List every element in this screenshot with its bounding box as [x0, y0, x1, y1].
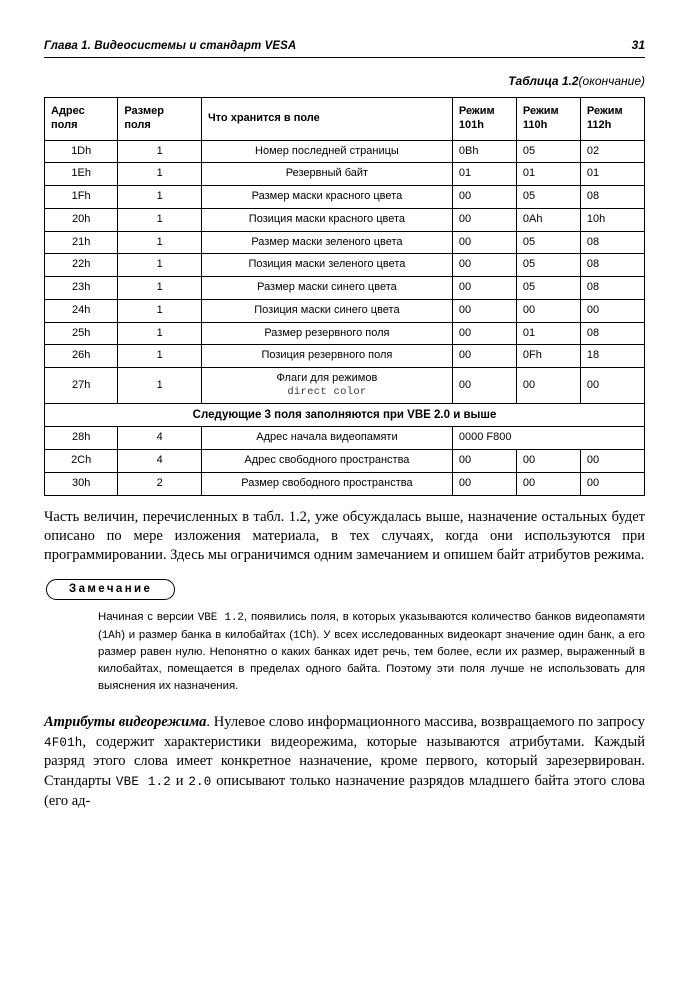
- cell-mode-112h: 00: [580, 472, 644, 495]
- cell-mode-112h: 08: [580, 277, 644, 300]
- cell-mode-110h: 05: [516, 277, 580, 300]
- cell-size: 1: [118, 322, 202, 345]
- cell-mode-110h: 05: [516, 140, 580, 163]
- inline-code: 1Ah: [101, 629, 122, 642]
- cell-mode-101h: 01: [452, 163, 516, 186]
- cell-size: 4: [118, 450, 202, 473]
- cell-size: 1: [118, 254, 202, 277]
- inline-code: 1Ch: [293, 629, 313, 642]
- cell-size: 1: [118, 208, 202, 231]
- cell-mode-101h: 00: [452, 254, 516, 277]
- cell-mode-112h: 10h: [580, 208, 644, 231]
- cell-description: Размер свободного пространства: [201, 472, 452, 495]
- col-header-mode-112h: Режим 112h: [580, 98, 644, 141]
- cell-address: 25h: [45, 322, 118, 345]
- table-row: [45, 140, 645, 163]
- cell-description: Размер маски синего цвета: [201, 277, 452, 300]
- inline-text: ). У всех исследованных видеокарт значение один банк, а его размер равен нулю. Непонятно о каких банках идет речь, тем более, если их размер, выраженный в килобайтах, помещается в пределах одного байта. Поэтому эти поля лучше не использовать для выяснения их назначения.: [98, 628, 646, 692]
- cell-address: 23h: [45, 277, 118, 300]
- cell-address: 30h: [45, 472, 118, 495]
- paragraph-after-table: Часть величин, перечисленных в табл. 1.2, уже обсуждалась выше, назначение остальных будет описано по мере изложения материала, в тех случаях, когда они используются при программировании. Здесь мы ограничимся одним замечанием и опишем байт атрибутов режима.: [44, 508, 645, 564]
- cell-description: Позиция маски красного цвета: [201, 208, 452, 231]
- cell-mode-110h: 00: [516, 368, 580, 404]
- table-header-row: [45, 98, 645, 141]
- cell-mode-110h: 05: [516, 231, 580, 254]
- inline-text: . Нулевое слово информационного массива, возвращаемого по запросу: [206, 714, 645, 731]
- cell-mode-101h: 00: [452, 450, 516, 473]
- page-number: 31: [631, 38, 645, 52]
- cell-size: 1: [118, 345, 202, 368]
- cell-mode-101h: 00: [452, 299, 516, 322]
- inline-code: VBE 1.2: [115, 775, 171, 790]
- cell-address: 1Eh: [45, 163, 118, 186]
- table-row: [45, 299, 645, 322]
- table-section-note-row: [45, 403, 645, 426]
- cell-mode-101h: 00: [452, 231, 516, 254]
- cell-description: Номер последней страницы: [201, 140, 452, 163]
- cell-size: 1: [118, 186, 202, 209]
- inline-text: описывают только назначение разрядов младшего байта этого слова (его ад-: [44, 773, 645, 809]
- cell-size: 1: [118, 140, 202, 163]
- cell-mode-112h: 00: [580, 299, 644, 322]
- table-row: [45, 186, 645, 209]
- table-caption-suffix: (окончание): [578, 74, 645, 88]
- cell-size: 1: [118, 368, 202, 404]
- cell-mode-110h: 00: [516, 450, 580, 473]
- inline-text: , содержит характеристики видеорежима, которые называются атрибутами. Каждый разряд этого слова имеет конкретное назначение, кроме первого, который зарезервирован. Стандарты: [44, 733, 645, 790]
- table-row: [45, 163, 645, 186]
- cell-mode-101h: 00: [452, 345, 516, 368]
- note-block: [44, 579, 645, 695]
- cell-mode-112h: 08: [580, 186, 644, 209]
- col-header-description: Что хранится в поле: [201, 98, 452, 141]
- cell-mode-112h: 00: [580, 450, 644, 473]
- table-row: [45, 254, 645, 277]
- cell-size: 1: [118, 231, 202, 254]
- cell-mode-112h: 01: [580, 163, 644, 186]
- table-row: [45, 472, 645, 495]
- cell-mode-110h: 0Fh: [516, 345, 580, 368]
- inline-code: 2.0: [188, 775, 212, 790]
- cell-mode-101h: 00: [452, 277, 516, 300]
- cell-size: 1: [118, 163, 202, 186]
- cell-mode-112h: 00: [580, 368, 644, 404]
- cell-address: 20h: [45, 208, 118, 231]
- cell-mode-span-value: 0000 F800: [452, 427, 644, 450]
- cell-mode-112h: 02: [580, 140, 644, 163]
- cell-description: [201, 368, 452, 404]
- table-section-note: Следующие 3 поля заполняются при VBE 2.0 и выше: [45, 403, 645, 426]
- cell-size: 1: [118, 299, 202, 322]
- cell-mode-110h: 01: [516, 163, 580, 186]
- cell-mode-112h: 08: [580, 231, 644, 254]
- table-row: [45, 450, 645, 473]
- table-caption-label: Таблица 1.2: [508, 74, 579, 88]
- cell-description-mono: direct color: [287, 385, 367, 398]
- cell-mode-110h: 01: [516, 322, 580, 345]
- cell-address: 22h: [45, 254, 118, 277]
- cell-description: Размер маски зеленого цвета: [201, 231, 452, 254]
- inline-code: 4F01h: [44, 735, 83, 750]
- inline-text: Начиная с версии: [98, 611, 198, 624]
- table-row: [45, 427, 645, 450]
- table-row: [45, 322, 645, 345]
- note-label: Замечание: [46, 579, 175, 600]
- table-row: [45, 231, 645, 254]
- cell-description-line1: Флаги для режимов: [276, 372, 378, 384]
- running-header: [44, 38, 645, 58]
- inline-text: ) и размер банка в килобайтах (: [121, 628, 294, 641]
- cell-mode-110h: 05: [516, 254, 580, 277]
- cell-address: 1Dh: [45, 140, 118, 163]
- table-row: [45, 345, 645, 368]
- cell-size: 4: [118, 427, 202, 450]
- cell-address: 24h: [45, 299, 118, 322]
- cell-mode-110h: 05: [516, 186, 580, 209]
- cell-mode-101h: 00: [452, 208, 516, 231]
- cell-mode-112h: 08: [580, 322, 644, 345]
- cell-mode-112h: 08: [580, 254, 644, 277]
- cell-description: Адрес свободного пространства: [201, 450, 452, 473]
- col-header-mode-110h: Режим 110h: [516, 98, 580, 141]
- table-caption: [44, 74, 645, 88]
- paragraph-attributes: [44, 713, 645, 812]
- cell-description: Позиция маски зеленого цвета: [201, 254, 452, 277]
- cell-address: 2Ch: [45, 450, 118, 473]
- cell-mode-110h: 00: [516, 299, 580, 322]
- table-row: [45, 208, 645, 231]
- cell-size: 2: [118, 472, 202, 495]
- cell-mode-101h: 00: [452, 186, 516, 209]
- cell-address: 1Fh: [45, 186, 118, 209]
- cell-mode-112h: 18: [580, 345, 644, 368]
- cell-description: Резервный байт: [201, 163, 452, 186]
- cell-description: Позиция маски синего цвета: [201, 299, 452, 322]
- cell-mode-101h: 0Bh: [452, 140, 516, 163]
- attributes-heading: Атрибуты видеорежима: [44, 714, 207, 731]
- col-header-size: Размер поля: [118, 98, 202, 141]
- cell-address: 26h: [45, 345, 118, 368]
- note-body: [98, 609, 645, 695]
- cell-size: 1: [118, 277, 202, 300]
- table-row: [45, 368, 645, 404]
- cell-mode-110h: 0Ah: [516, 208, 580, 231]
- vesa-mode-info-table: [44, 97, 645, 496]
- col-header-address: Адрес поля: [45, 98, 118, 141]
- chapter-title: Глава 1. Видеосистемы и стандарт VESA: [44, 40, 297, 52]
- cell-description: Размер маски красного цвета: [201, 186, 452, 209]
- col-header-mode-101h: Режим 101h: [452, 98, 516, 141]
- table-row: [45, 277, 645, 300]
- cell-mode-110h: 00: [516, 472, 580, 495]
- cell-address: 21h: [45, 231, 118, 254]
- inline-text: , появились поля, в которых указываются количество банков видеопамяти (: [98, 611, 645, 641]
- cell-address: 27h: [45, 368, 118, 404]
- cell-description: Размер резервного поля: [201, 322, 452, 345]
- cell-address: 28h: [45, 427, 118, 450]
- cell-mode-101h: 00: [452, 472, 516, 495]
- cell-description: Позиция резервного поля: [201, 345, 452, 368]
- cell-mode-101h: 00: [452, 368, 516, 404]
- cell-mode-101h: 00: [452, 322, 516, 345]
- inline-code: VBE 1.2: [197, 612, 244, 625]
- cell-description: Адрес начала видеопамяти: [201, 427, 452, 450]
- inline-text: и: [171, 773, 189, 790]
